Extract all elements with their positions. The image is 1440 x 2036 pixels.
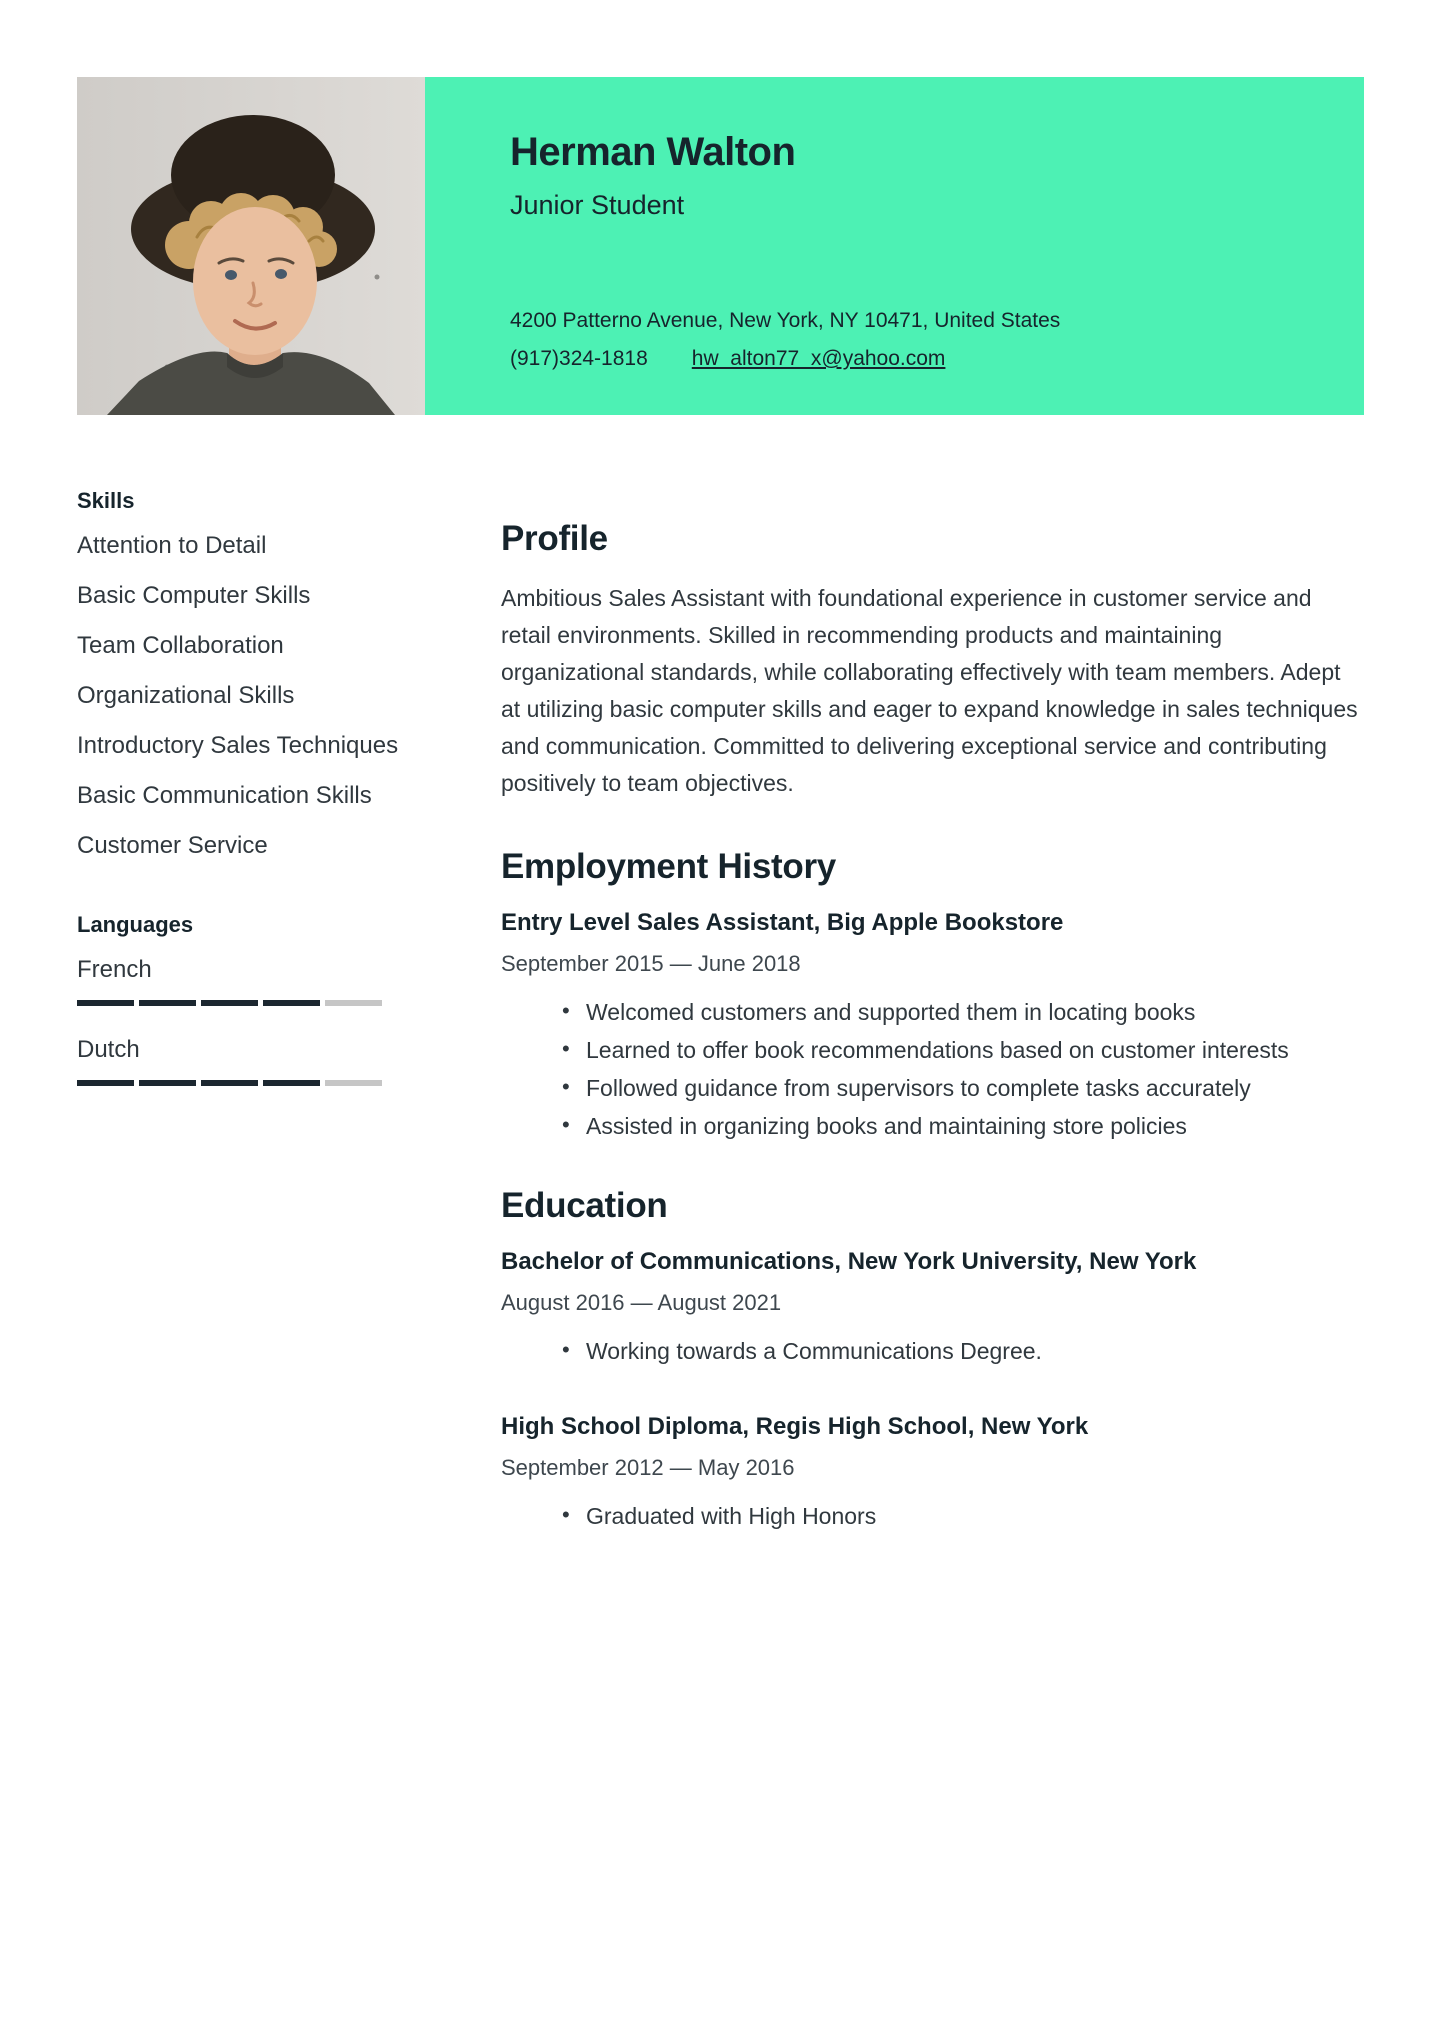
resume-body (77, 488, 1364, 1539)
skill-item: Attention to Detail (77, 532, 267, 559)
skill-item: Team Collaboration (77, 632, 284, 659)
profile-heading: Profile (501, 519, 608, 558)
education-entry (501, 1247, 1364, 1366)
language-item (77, 952, 407, 1006)
skill-item: Basic Communication Skills (77, 782, 372, 809)
education-entry-dates: August 2016 — August 2021 (501, 1290, 782, 1315)
profile-photo (77, 77, 425, 415)
languages-heading: Languages (77, 912, 194, 937)
level-segment-filled (201, 1000, 258, 1006)
profile-text: Ambitious Sales Assistant with foundational experience in customer service and retail environments. Skilled in recommending products and maintaining organizational standards, while collaborating effectively with team members. Adept at utilizing basic computer skills and eager to expand knowledge in sales techniques and communication. Committed to delivering exceptional service and contributing positively to team objectives. (501, 585, 1358, 796)
education-heading: Education (501, 1186, 668, 1225)
language-level-bar (77, 1080, 382, 1086)
language-item (77, 1032, 407, 1086)
level-segment-empty (325, 1000, 382, 1006)
employment-bullet-list (501, 997, 1364, 1141)
candidate-job-title: Junior Student (510, 190, 685, 220)
language-name: French (77, 956, 152, 983)
level-segment-filled (263, 1080, 320, 1086)
skill-item: Basic Computer Skills (77, 582, 311, 609)
employment-entry-title: Entry Level Sales Assistant, Big Apple Bookstore (501, 909, 1064, 936)
skill-item: Introductory Sales Techniques (77, 732, 399, 759)
bullet-item: • Working towards a Communications Degree. (558, 1336, 1364, 1366)
language-level-bar (77, 1000, 382, 1006)
languages-section (77, 912, 407, 1086)
education-entry-title: High School Diploma, Regis High School, New York (501, 1413, 1089, 1440)
skill-item: Customer Service (77, 832, 268, 859)
main-column (501, 488, 1364, 1539)
contact-line (510, 347, 1314, 371)
education-entry (501, 1412, 1364, 1531)
level-segment-filled (201, 1080, 258, 1086)
education-entry-title: Bachelor of Communications, New York University, New York (501, 1248, 1197, 1275)
candidate-name: Herman Walton (510, 130, 796, 174)
education-bullet-list (501, 1501, 1364, 1531)
level-segment-filled (77, 1000, 134, 1006)
bullet-item: • Learned to offer book recommendations based on customer interests (558, 1035, 1364, 1065)
employment-entry-dates: September 2015 — June 2018 (501, 951, 801, 976)
education-entry-dates: September 2012 — May 2016 (501, 1455, 795, 1480)
skills-list (77, 528, 407, 864)
contact-phone: (917)324-1818 (510, 347, 648, 370)
sidebar (77, 488, 501, 1086)
bullet-item: • Followed guidance from supervisors to complete tasks accurately (558, 1073, 1364, 1103)
resume-header (77, 77, 1364, 415)
contact-block (510, 309, 1314, 371)
level-segment-filled (263, 1000, 320, 1006)
bullet-item: • Assisted in organizing books and maintaining store policies (558, 1111, 1364, 1141)
level-segment-filled (77, 1080, 134, 1086)
header-accent-panel (425, 77, 1364, 415)
level-segment-filled (139, 1080, 196, 1086)
education-bullet-list (501, 1336, 1364, 1366)
skills-section (77, 488, 407, 864)
bullet-item: • Graduated with High Honors (558, 1501, 1364, 1531)
level-segment-filled (139, 1000, 196, 1006)
skill-item: Organizational Skills (77, 682, 295, 709)
profile-photo-illustration (77, 77, 425, 415)
contact-address: 4200 Patterno Avenue, New York, NY 10471, United States (510, 309, 1061, 332)
employment-entry (501, 908, 1364, 1141)
contact-email-link[interactable]: hw_alton77_x@yahoo.com (691, 347, 946, 370)
level-segment-empty (325, 1080, 382, 1086)
employment-heading: Employment History (501, 847, 836, 886)
skills-heading: Skills (77, 488, 135, 513)
bullet-item: • Welcomed customers and supported them in locating books (558, 997, 1364, 1027)
language-name: Dutch (77, 1036, 140, 1063)
